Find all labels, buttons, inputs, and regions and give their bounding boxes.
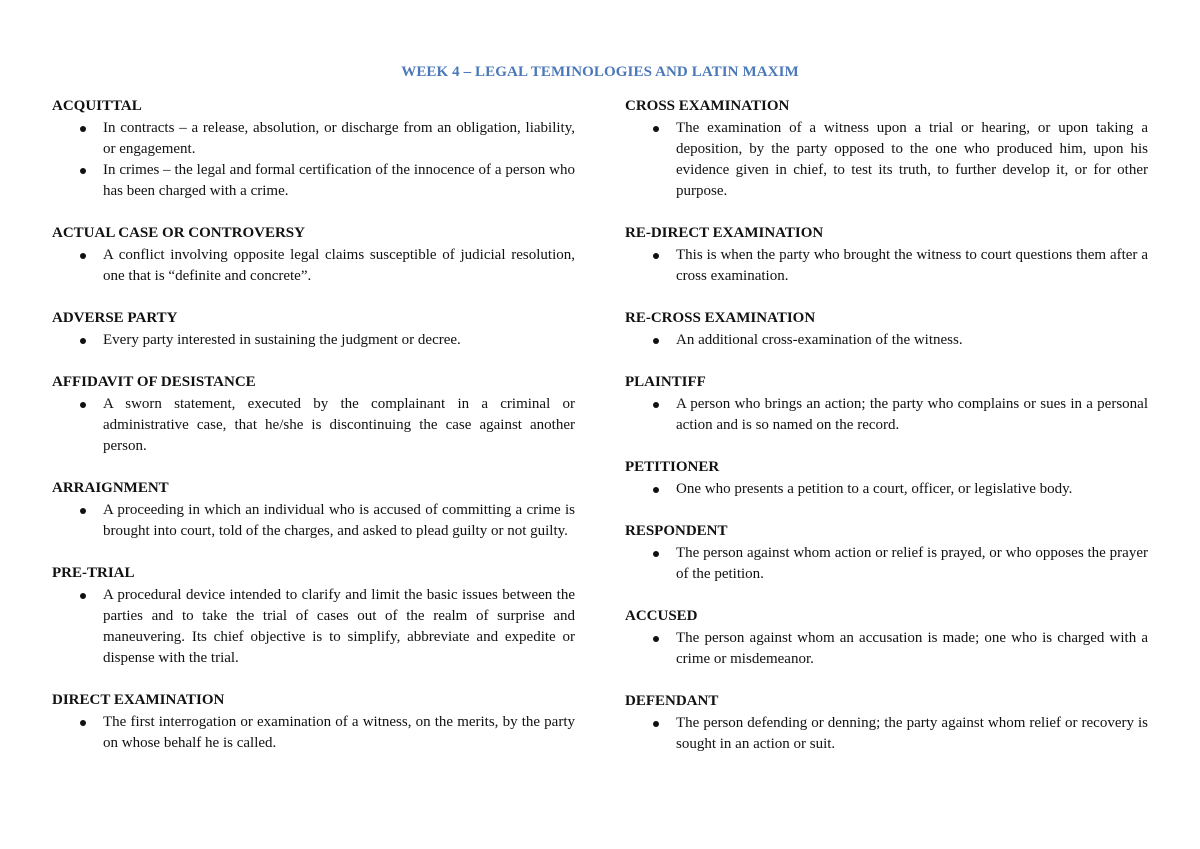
term-entry	[52, 372, 575, 457]
definition-item: The person against whom an accusation is made; one who is charged with a crime or misdemeanor.	[676, 628, 1148, 670]
term-title: PLAINTIFF	[625, 374, 706, 390]
definition-item: The first interrogation or examination of a witness, on the merits, by the party on whose behalf he is called.	[103, 712, 575, 754]
definition-list	[52, 394, 575, 457]
definition-list	[625, 245, 1148, 287]
term-entry	[625, 457, 1148, 500]
definition-item: A person who brings an action; the party who complains or sues in a personal action and is so named on the record.	[676, 394, 1148, 436]
definition-item: One who presents a petition to a court, officer, or legislative body.	[676, 479, 1148, 500]
term-title: PETITIONER	[625, 459, 720, 475]
definition-item: An additional cross-examination of the witness.	[676, 330, 1148, 351]
definition-list	[52, 330, 575, 351]
term-title: ACCUSED	[625, 608, 698, 624]
definition-item: A proceeding in which an individual who is accused of committing a crime is brought into court, told of the charges, and asked to plead guilty or not guilty.	[103, 500, 575, 542]
definition-list	[625, 713, 1148, 755]
term-title: ACQUITTAL	[52, 98, 142, 114]
definition-list	[52, 245, 575, 287]
definition-item: A sworn statement, executed by the complainant in a criminal or administrative case, that he/she is discontinuing the case against another person.	[103, 394, 575, 457]
definition-list	[625, 628, 1148, 670]
definition-list	[625, 479, 1148, 500]
term-entry	[52, 690, 575, 754]
term-entry	[52, 96, 575, 202]
term-entry	[625, 606, 1148, 670]
page-title: WEEK 4 – LEGAL TEMINOLOGIES AND LATIN MAXIM	[401, 64, 799, 81]
definition-item: In contracts – a release, absolution, or discharge from an obligation, liability, or engagement.	[103, 118, 575, 160]
left-column	[52, 96, 575, 775]
term-title: PRE-TRIAL	[52, 565, 135, 581]
definition-list	[625, 543, 1148, 585]
term-entry	[52, 563, 575, 669]
term-title: ACTUAL CASE OR CONTROVERSY	[52, 225, 305, 241]
definition-list	[52, 712, 575, 754]
term-title: ARRAIGNMENT	[52, 480, 169, 496]
term-title: DEFENDANT	[625, 693, 719, 709]
definition-item: The person defending or denning; the party against whom relief or recovery is sought in an action or suit.	[676, 713, 1148, 755]
definition-list	[625, 118, 1148, 202]
definition-item: This is when the party who brought the witness to court questions them after a cross examination.	[676, 245, 1148, 287]
term-title: CROSS EXAMINATION	[625, 98, 790, 114]
term-entry	[625, 223, 1148, 287]
term-title: RE-DIRECT EXAMINATION	[625, 225, 824, 241]
definition-item: A procedural device intended to clarify and limit the basic issues between the parties and to take the trial of cases out of the realm of surprise and maneuvering. Its chief objective is to simplify, abbreviate and expedite or dispense with the trial.	[103, 585, 575, 669]
term-title: RESPONDENT	[625, 523, 728, 539]
right-column	[625, 96, 1148, 776]
definition-item: A conflict involving opposite legal claims susceptible of judicial resolution, one that is “definite and concrete”.	[103, 245, 575, 287]
term-entry	[625, 691, 1148, 755]
term-entry	[625, 96, 1148, 202]
definition-list	[52, 585, 575, 669]
definition-list	[52, 118, 575, 202]
term-entry	[625, 308, 1148, 351]
term-title: AFFIDAVIT OF DESISTANCE	[52, 374, 256, 390]
term-entry	[625, 521, 1148, 585]
term-entry	[52, 308, 575, 351]
definition-item: The person against whom action or relief is prayed, or who opposes the prayer of the petition.	[676, 543, 1148, 585]
term-title: RE-CROSS EXAMINATION	[625, 310, 816, 326]
definition-item: The examination of a witness upon a trial or hearing, or upon taking a deposition, by the party opposed to the one who produced him, upon his evidence given in chief, to test its truth, to further develop it, or for other purpose.	[676, 118, 1148, 202]
term-title: DIRECT EXAMINATION	[52, 692, 225, 708]
term-entry	[52, 478, 575, 542]
definition-item: Every party interested in sustaining the judgment or decree.	[103, 330, 575, 351]
definition-item: In crimes – the legal and formal certification of the innocence of a person who has been charged with a crime.	[103, 160, 575, 202]
term-entry	[625, 372, 1148, 436]
term-entry	[52, 223, 575, 287]
definition-list	[625, 330, 1148, 351]
term-title: ADVERSE PARTY	[52, 310, 178, 326]
definition-list	[625, 394, 1148, 436]
definition-list	[52, 500, 575, 542]
